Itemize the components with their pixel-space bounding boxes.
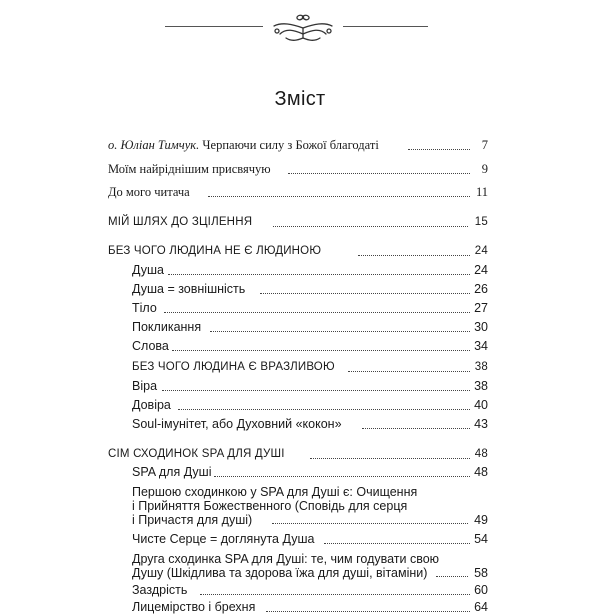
entry-title: Черпаючи силу з Божої благодаті xyxy=(202,138,379,152)
header-rule-right xyxy=(343,26,428,27)
entry-page: 26 xyxy=(474,282,488,296)
entry-page: 27 xyxy=(474,301,488,315)
dot-leader xyxy=(408,149,470,150)
header-rule-left xyxy=(165,26,263,27)
toc-entry-multiline xyxy=(132,552,488,580)
page-title: Зміст xyxy=(274,88,326,110)
entry-page: 48 xyxy=(474,448,488,460)
entry-title: Покликання xyxy=(132,320,202,334)
entry-page: 40 xyxy=(474,398,488,412)
entry-page: 34 xyxy=(474,339,488,353)
dot-leader xyxy=(162,390,470,391)
dot-leader xyxy=(266,611,470,612)
entry-page: 48 xyxy=(474,465,488,479)
entry-page: 58 xyxy=(474,566,488,580)
author-name: о. Юліан Тимчук. xyxy=(108,138,200,152)
entry-title: Слова xyxy=(132,339,169,353)
section-title: МІЙ ШЛЯХ ДО ЗЦІЛЕННЯ xyxy=(108,216,253,228)
toc-entry-multiline xyxy=(132,485,488,527)
toc-entry xyxy=(132,282,488,297)
toc-section xyxy=(108,244,488,259)
toc-entry xyxy=(108,162,488,177)
toc-entry xyxy=(132,417,488,432)
entry-page: 49 xyxy=(474,513,488,527)
section-title: БЕЗ ЧОГО ЛЮДИНА НЕ Є ЛЮДИНОЮ xyxy=(108,245,322,257)
entry-page: 11 xyxy=(475,185,488,199)
dot-leader xyxy=(172,350,470,351)
entry-line: Душу (Шкідлива та здорова їжа для душі, вітаміни) xyxy=(132,566,428,580)
entry-page: 24 xyxy=(474,263,488,277)
toc-entry xyxy=(132,600,488,615)
dot-leader xyxy=(178,409,470,410)
toc-section xyxy=(108,447,488,462)
dot-leader xyxy=(200,594,470,595)
entry-title: Чисте Серце = доглянута Душа xyxy=(132,532,315,546)
entry-page: 7 xyxy=(481,138,488,152)
entry-page: 30 xyxy=(474,320,488,334)
section-title: БЕЗ ЧОГО ЛЮДИНА Є ВРАЗЛИВОЮ xyxy=(132,361,335,373)
entry-last-line xyxy=(132,566,488,580)
entry-line: і Прийняття Божественного (Сповідь для серця xyxy=(132,499,408,513)
toc-entry xyxy=(108,185,488,200)
entry-title: Душа xyxy=(132,263,164,277)
entry-page: 64 xyxy=(474,600,488,614)
entry-title: Довіра xyxy=(132,398,171,412)
dot-leader xyxy=(310,458,470,459)
toc-entry xyxy=(132,465,488,480)
toc-entry xyxy=(132,532,488,547)
entry-title: Душа = зовнішність xyxy=(132,282,246,296)
toc-entry xyxy=(108,138,488,153)
entry-title: Заздрість xyxy=(132,583,188,597)
entry-page: 9 xyxy=(481,162,488,176)
toc-entry xyxy=(132,339,488,354)
dot-leader xyxy=(210,331,470,332)
entry-page: 43 xyxy=(474,417,488,431)
entry-title: До мого читача xyxy=(108,185,190,199)
dot-leader xyxy=(273,226,468,227)
toc-entry xyxy=(132,379,488,394)
toc-entry xyxy=(132,583,488,598)
entry-page: 38 xyxy=(474,379,488,393)
dot-leader xyxy=(288,173,470,174)
dot-leader xyxy=(208,196,470,197)
dot-leader xyxy=(362,428,470,429)
entry-title: Тіло xyxy=(132,301,157,315)
toc-entry xyxy=(132,320,488,335)
entry-page: 38 xyxy=(474,361,488,373)
entry-line: Першою сходинкою у SPA для Душі є: Очищення xyxy=(132,485,418,499)
dot-leader xyxy=(272,523,468,524)
entry-title: Лицемірство і брехня xyxy=(132,600,256,614)
dot-leader xyxy=(168,274,470,275)
entry-line: Друга сходинка SPA для Душі: те, чим годувати свою xyxy=(132,552,440,566)
entry-page: 15 xyxy=(474,216,488,228)
entry-title: SPA для Душі xyxy=(132,465,212,479)
dot-leader xyxy=(164,312,470,313)
entry-last-line xyxy=(132,513,488,527)
dot-leader xyxy=(214,476,470,477)
dot-leader xyxy=(324,543,470,544)
section-title: СІМ СХОДИНОК SPA ДЛЯ ДУШІ xyxy=(108,448,285,460)
toc-entry xyxy=(132,398,488,413)
dot-leader xyxy=(358,255,470,256)
entry-title: Моїм найріднішим присвячую xyxy=(108,162,271,176)
entry-page: 24 xyxy=(474,245,488,257)
entry-page: 54 xyxy=(474,532,488,546)
toc-section xyxy=(132,360,488,375)
dot-leader xyxy=(436,576,468,577)
dot-leader xyxy=(348,371,470,372)
flourish-ornament-icon xyxy=(272,14,334,44)
entry-title: Soul-імунітет, або Духовний «кокон» xyxy=(132,417,342,431)
toc-entry xyxy=(132,301,488,316)
entry-page: 60 xyxy=(474,583,488,597)
entry-line: і Причастя для душі) xyxy=(132,513,253,527)
entry-title: Віра xyxy=(132,379,158,393)
toc-entry xyxy=(132,263,488,278)
dot-leader xyxy=(260,293,470,294)
toc-section xyxy=(108,215,488,230)
